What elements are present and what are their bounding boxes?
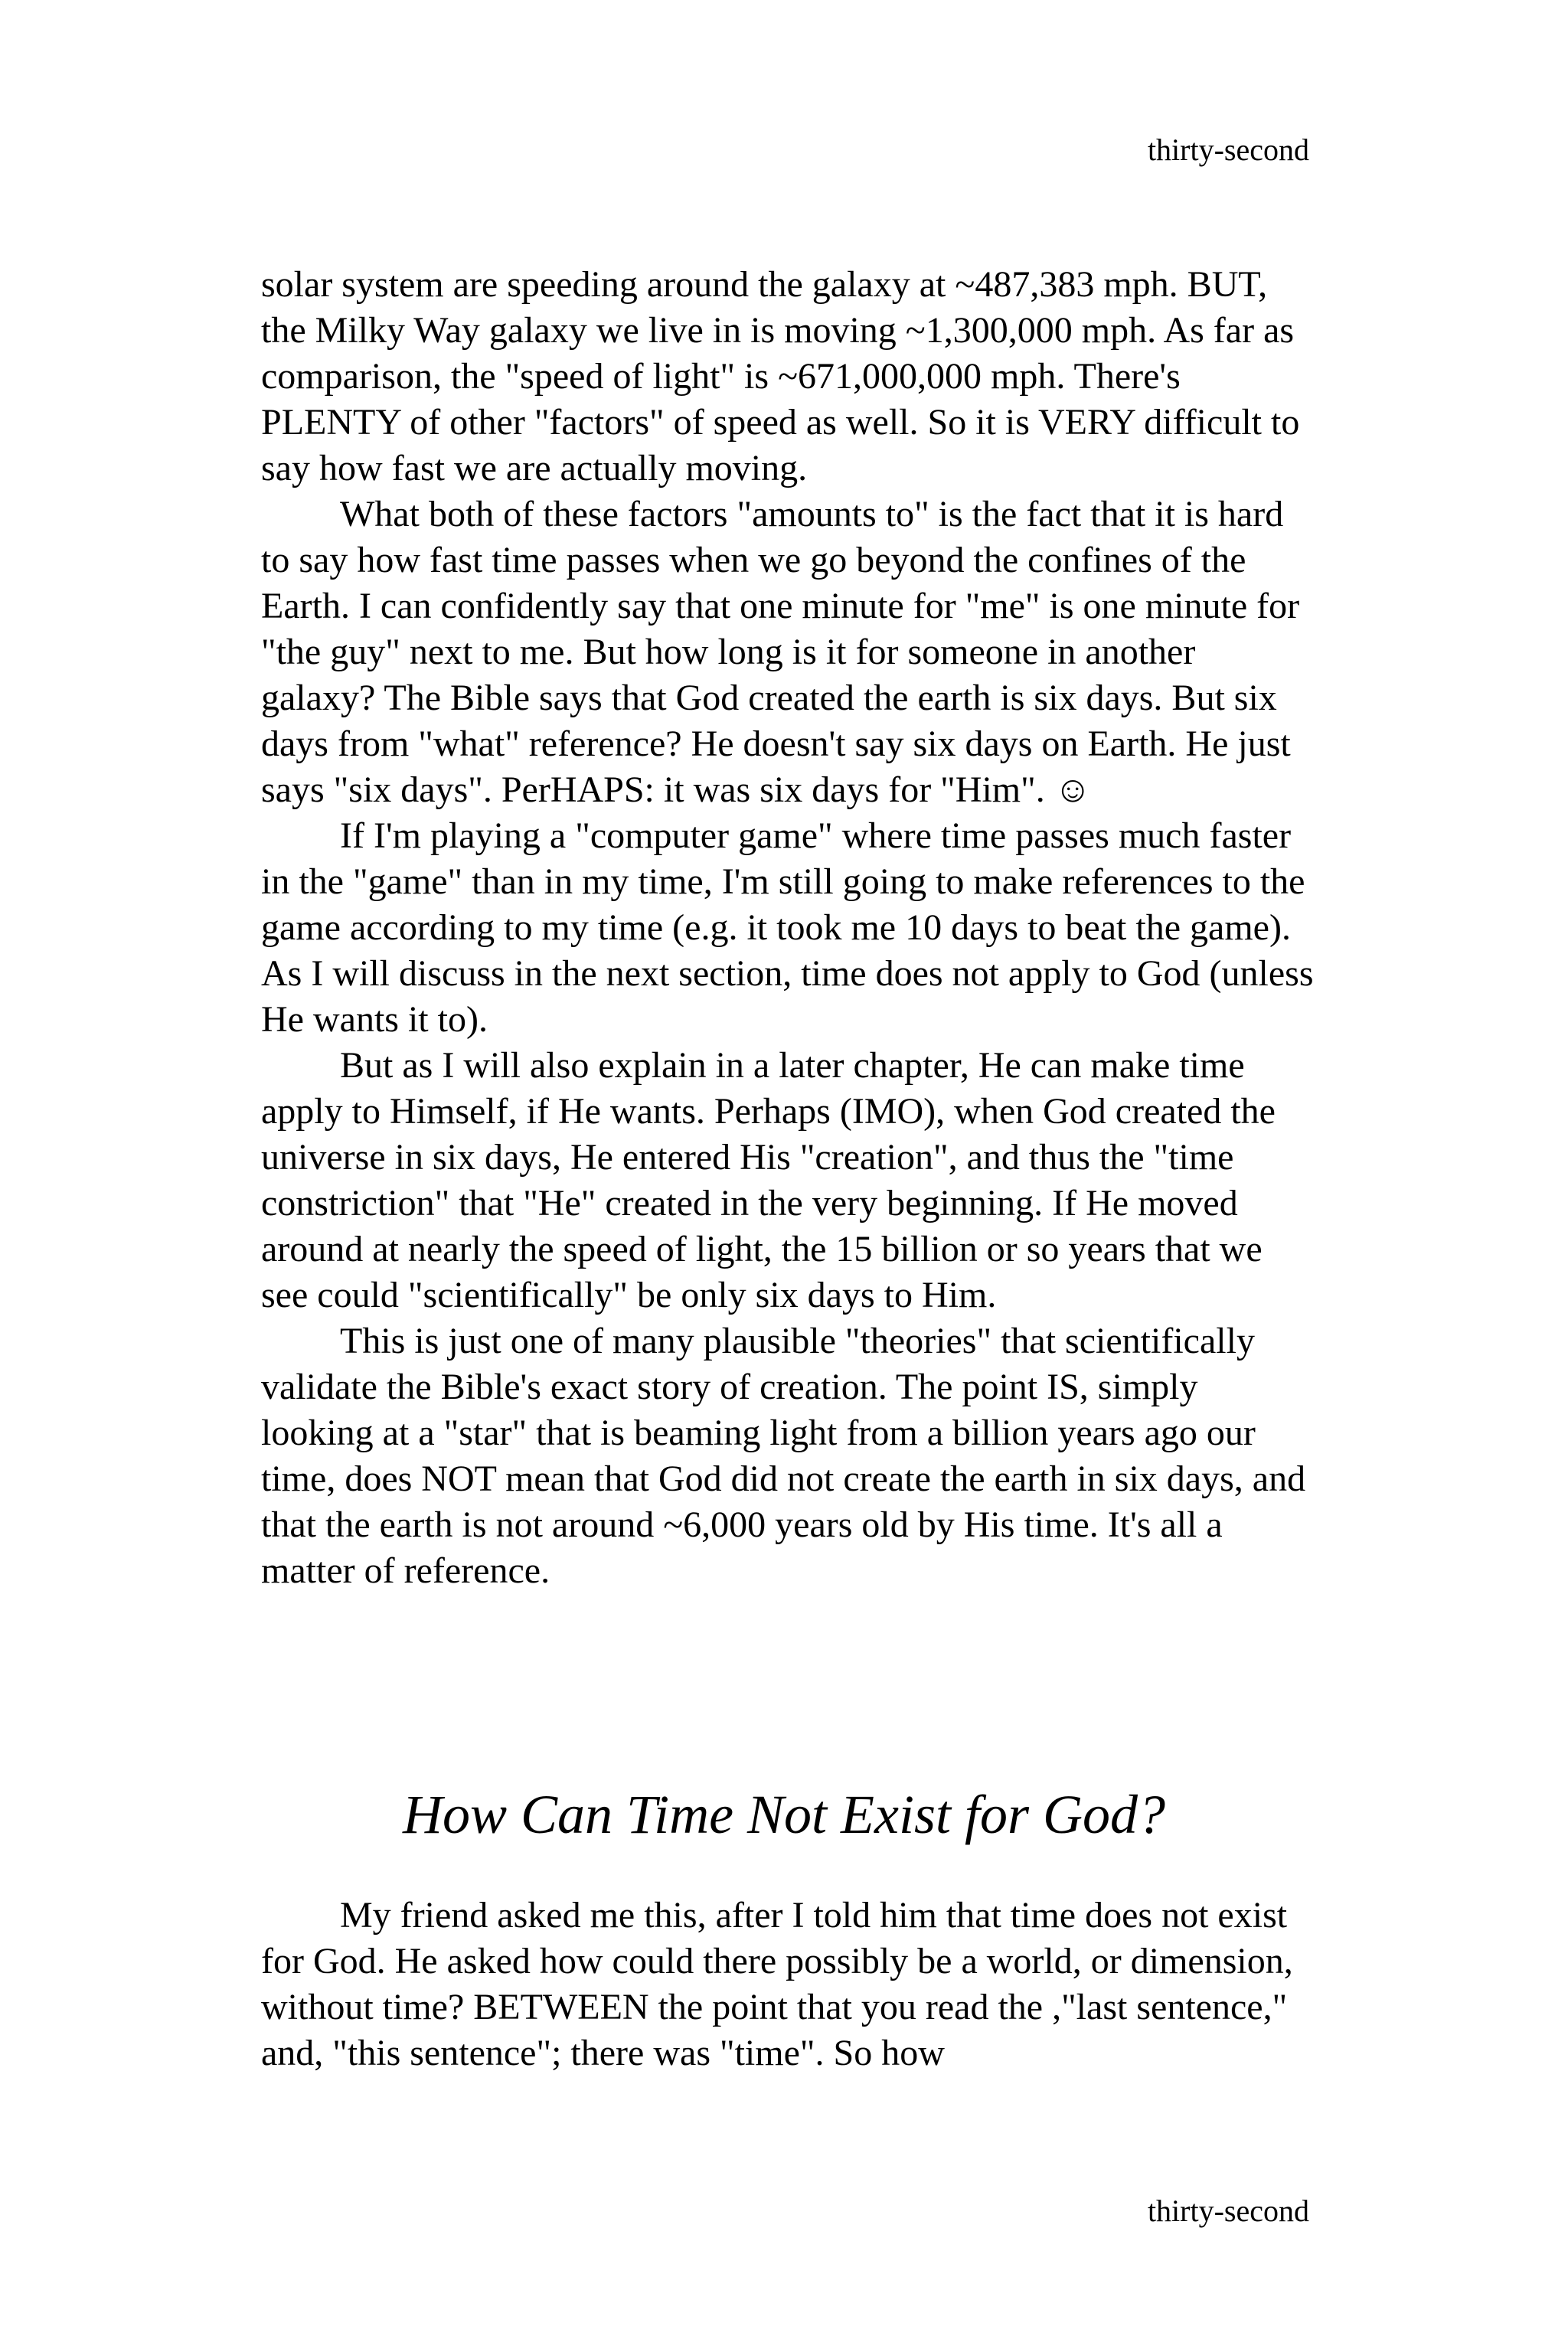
section-heading: How Can Time Not Exist for God? xyxy=(402,1784,1166,1845)
running-header: thirty-second xyxy=(1147,132,1309,167)
running-footer: thirty-second xyxy=(1147,2194,1309,2228)
paragraph-3: If I'm playing a "computer game" where time passes much faster in the "game" than in my time, I'm still going to make references to the game according to my time (e.g. it took me 10 days to beat the game). As I will discuss in the next section, time does not apply to God (unless He wants it to). xyxy=(261,815,1314,1040)
paragraph-2: What both of these factors "amounts to" is the fact that it is hard to say how fast time passes when we go beyond the confines of the Earth. I can confidently say that one minute for "me" is one minute for "the guy" next to me. But how long is it for someone in another galaxy? The Bible says that God created the earth is six days. But six days from "what" reference? He doesn't say six days on Earth. He just says "six days". PerHAPS: it was six days for "Him". ☺ xyxy=(261,494,1300,810)
paragraph-4: But as I will also explain in a later chapter, He can make time apply to Himself, if He wants. Perhaps (IMO), when God created the universe in six days, He entered His "creation", and thus the "time constriction" that "He" created in the very beginning. If He moved around at nearly the speed of light, the 15 billion or so years that we see could "scientifically" be only six days to Him. xyxy=(261,1045,1276,1315)
paragraph-5: This is just one of many plausible "theories" that scientifically validate the Bible's exact story of creation. The point IS, simply looking at a "star" that is beaming light from a billion years ago our time, does NOT mean that God did not create the earth in six days, and that the earth is not around ~6,000 years old by His time. It's all a matter of reference. xyxy=(261,1321,1306,1591)
paragraph-1: solar system are speeding around the galaxy at ~487,383 mph. BUT, the Milky Way galaxy we live in is moving ~1,300,000 mph. As far as comparison, the "speed of light" is ~671,000,000 mph. There's PLENTY of other "factors" of speed as well. So it is VERY difficult to say how fast we are actually moving. xyxy=(261,264,1300,488)
paragraph-6: My friend asked me this, after I told him that time does not exist for God. He asked how could there possibly be a world, or dimension, without time? BETWEEN the point that you read the ,"last sentence," and, "this sentence"; there was "time". So how xyxy=(261,1895,1293,2073)
body-text-section-1 xyxy=(261,262,1318,1594)
body-text-section-2 xyxy=(261,1893,1318,2076)
